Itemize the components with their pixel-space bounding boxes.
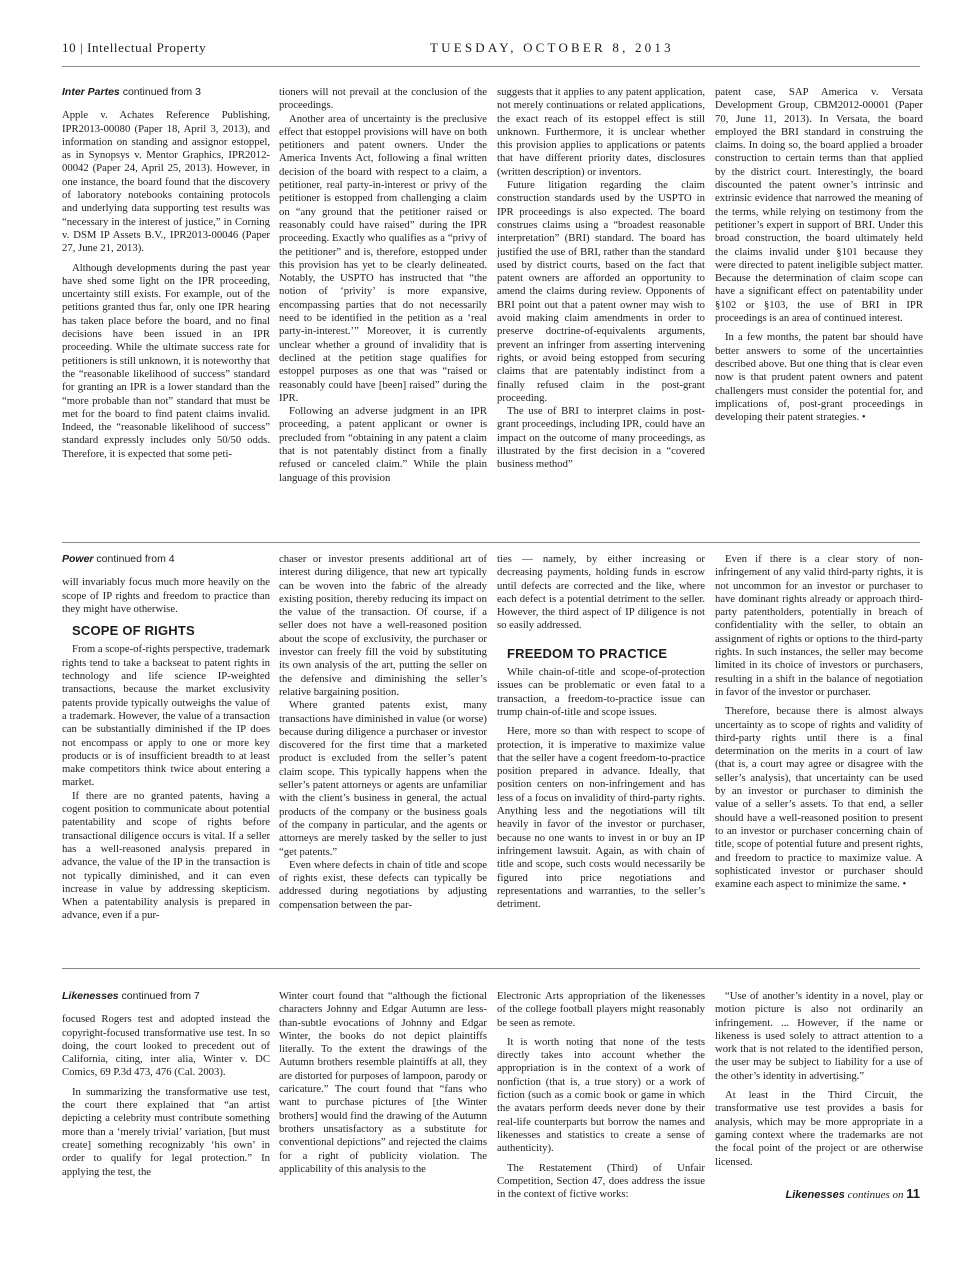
article-column [62,990,270,1179]
continued-label: Likenesses continued from 7 [62,990,200,1002]
paragraph: Winter court found that “although the fictional characters Johnny and Edgar Autumn are less-than-subtle evocations of Johnny and Edgar Winter, the books do not depict plaintiffs literally. To the extent the drawings of the Autumn brothers resemble plaintiffs at all, they are distorted for purposes of lampoon, parody or caricature.” The court found that “fans who want to purchase pictures of [the Winter brothers] would find the drawing of the Autumn brothers unsatisfactory as a substitute for conventional depictions” and rejected the claims for a right of publicity violation. The applicability of this analysis to the [279,990,487,1175]
paragraph: will invariably focus much more heavily on the scope of IP rights and freedom to practice than they might have otherwise. [62,576,270,615]
paragraph: Therefore, because there is almost always uncertainty as to scope of rights and validity of third-party rights until there is a final determination on the merits in a court of law (that is, a court may agree or disagree with the seller’s analysis), that uncertainty can be used by an investor or purchaser to diminish the value of a seller’s assets. To that end, a seller should have a well-reasoned position to present to an investor or purchaser concerning chain of title, scope of potential future and present rights, and freedom to practice to maximize value. A sophisticated investor or purchaser should examine each aspect to minimize the same. • [715,705,923,891]
paragraph: It is worth noting that none of the tests directly takes into account whether the appropriation is in the context of a work of nonfiction (that is, a true story) or a work of fiction (such as a comic book or game in which the avatars perform deeds never done by their real-life counterparts but borrow the names and likenesses and statistics to create a sense of authenticity). [497,1035,705,1155]
subheading: SCOPE OF RIGHTS [72,623,195,639]
article-column [279,86,487,485]
paragraph: In a few months, the patent bar should have better answers to some of the uncertainties described above. But one thing that is clear even now is that prudent patent owners and patent challengers must consider the potential for, and implications of, post-grant proceedings in developing their patent strategies. • [715,331,923,424]
article-column [715,86,923,424]
paragraph: The Restatement (Third) of Unfair Competition, Section 47, does address the issue in the context of fictive works: [497,1161,705,1201]
paragraph: From a scope-of-rights perspective, trademark rights tend to take a backseat to patent rights in technology and life science IP-weighted transactions, because the market exclusivity patents provide typically outweighs the value of a trademark. However, the value of a transaction can be substantially diminished if the IP does not encompass or apply to one or more key products or is of insufficient breadth to at least make competitors think twice about entering a market. [62,643,270,789]
article-column [497,990,705,1201]
header-divider [62,66,920,67]
paragraph: patent case, SAP America v. Versata Development Group, CBM2012-00001 (Paper 70, June 11, 2013). In Versata, the board employed the BRI standard in construing the claims. In doing so, the board applied a broader construction to certain terms than that applied by the district court. Interestingly, the board discounted the patent owner’s intrinsic and extrinsic evidence that narrowed the meaning of the terms, while relying on testimony from the petitioner’s expert in support of BRI. Under this broad construction, the board ultimately held the claims invalid under §101 because they were directed to patent ineligible subject matter. Because the determination of claim scope can have a significant effect on patentability under §102 or §103, the use of BRI in IPR proceedings is an area of continued interest. [715,86,923,325]
article-column [497,86,705,472]
issue-date: TUESDAY, OCTOBER 8, 2013 [430,40,674,55]
article-power [62,553,923,961]
paragraph: The use of BRI to interpret claims in post-grant proceedings, including IPR, could have an impact on the outcome of many proceedings, as illustrated by the first decision in a “covered business method” [497,405,705,471]
paragraph: Even where defects in chain of title and scope of rights exist, these defects can typically be addressed during negotiations by adjusting compensation between the par- [279,858,487,911]
paragraph: If there are no granted patents, having a cogent position to communicate about potential patentability and scope of rights before transactional diligence occurs is vital. If a seller has a well-reasoned analysis prepared in advance, the value of the IP in the transaction is not typically diminished, and it can even increase in value by addressing skepticism. When a patentability analysis is prepared in advance, even if a pur- [62,789,270,922]
page-header [62,40,920,60]
article-column [62,553,270,923]
continued-label: Power continued from 4 [62,553,175,565]
paragraph: At least in the Third Circuit, the transformative use test provides a basis for analysis, which may be more appropriate in a gaming context where the trademarks are not the focal point of the project or are otherwise licensed. [715,1089,923,1168]
paragraph: tioners will not prevail at the conclusion of the proceedings. [279,86,487,112]
section-divider [62,968,920,969]
article-column [279,990,487,1176]
subheading: FREEDOM TO PRACTICE [507,645,668,661]
article-inter-partes [62,86,923,536]
article-column [497,553,705,911]
paragraph: Future litigation regarding the claim construction standards used by the USPTO in IPR proceedings is also expected. The board construes claims using a “broadest reasonable interpretation” (BRI) standard. The board has justified the use of BRI, rather than the standard used by district courts, based on the fact that patent owners are afforded an opportunity to amend the claims during review. Opponents of BRI point out that a patent owner may wish to avoid making claim amendments in order to preserve doctrine-of-equivalents arguments, prevent an infringer from asserting intervening rights, or avoid being estopped from securing claims that are patentably indistinct from a finally refused claim in the post-grant proceeding. [497,179,705,404]
page-number-title: 10 | Intellectual Property [62,40,207,55]
paragraph: “Use of another’s identity in a novel, play or motion picture is also not ordinarily an infringement. ... However, if the name or likeness is used solely to attract attention to a work that is not related to the identified person, the user may be subject to liability for a use of the other’s identity in advertising.” [715,990,923,1082]
section-divider [62,542,920,543]
paragraph: Following an adverse judgment in an IPR proceeding, a patent applicant or owner is precluded from “obtaining in any patent a claim that is not patentably distinct from a finally refused or canceled claim.” While the plain language of this provision [279,405,487,484]
article-column [279,553,487,912]
article-likenesses [62,990,923,1201]
paragraph: focused Rogers test and adopted instead the copyright-focused transformative use test. In so doing, the court looked to precedent out of California, citing, inter alia, Winter v. DC Comics, 69 P.3d 473, 476 (Cal. 2003). [62,1013,270,1079]
paragraph: Here, more so than with respect to scope of protection, it is imperative to maximize value that the seller have a cogent freedom-to-practice position prepared in advance. Ideally, that position centers on non-infringement and has less of a focus on invalidity of third-party rights. Anything less and the negotiations will tilt heavily in favor of the investor or purchaser, because no one wants to invest in or buy an IP infringement lawsuit. Again, as with chain of title and scope, such costs would necessarily be figured into price negotiations and representations and warranties, to the seller’s detriment. [497,725,705,911]
continued-label: Inter Partes continued from 3 [62,86,201,98]
continued-on-link[interactable]: Likenesses continues on 11 [785,1186,920,1201]
article-column [62,86,270,461]
paragraph: While chain-of-title and scope-of-protection issues can be problematic or even fatal to a transaction, a freedom-to-practice issue can trump chain-of-title and scope issues. [497,666,705,718]
paragraph: suggests that it applies to any patent application, not merely continuations or related applications, the exact reach of its estoppel effect is still unknown. Furthermore, it is unclear whether this provision applies to applications or patents that have different priority dates, disclosures (written description) or inventors. [497,86,705,178]
article-column [715,990,923,1169]
paragraph: Electronic Arts appropriation of the likenesses of the college football players might reasonably be seen as remote. [497,990,705,1029]
article-column [715,553,923,891]
paragraph: Another area of uncertainty is the preclusive effect that estoppel provisions will have on both petitioners and patent owners. Under the America Invents Act, following a final written decision of the board with respect to a claim, a petitioner, real party-in-interest or privy of the petitioner is estopped from challenging a claim on “any ground that the petitioner raised or reasonably could have raised” during the IPR proceeding. Exactly who qualifies as a “privy of the petitioner” and is, therefore, estopped under this provision has yet to be clearly delineated. Notably, the USPTO has instructed that “the notion of ‘privity’ is more expansive, encompassing parties that do not necessarily need to be identified in the petition as a ‘real party-in-interest.’” Moreover, it is currently unclear whether a ground of invalidity that is declined at the petition stage qualifies for estoppel purposes as one that was “raised or reasonably could have [been] raised” during the IPR. [279,112,487,404]
paragraph: Where granted patents exist, many transactions have diminished in value (or worse) because during diligence a purchaser or investor discovered for the first time that a marketed product is excluded from the seller’s patent claim scope. This typically happens when the seller’s patent attorneys or agents are unfamiliar with the client’s business in general, the actual products of the company or the business goals of the company in particular, and the agents or attorneys are merely tasked by the seller to just “get patents.” [279,699,487,858]
paragraph: In summarizing the transformative use test, the court there explained that “an artist depicting a celebrity must contribute something more than a ‘merely trivial’ variation, [but must create] something recognizably ‘his own’ in order to qualify for legal protection.” In applying the test, the [62,1085,270,1178]
paragraph: Even if there is a clear story of non-infringement of any valid third-party rights, it is not uncommon for an investor or purchaser to have dominant rights already or approach third-party patentholders, potentially in breach of confidentiality with the seller, to obtain an assignment of rights or options to the third-party rights. In such instances, the seller may become limited in its choice of investors or purchasers, resulting in a shift in the balance of negotiation in favor of the investor or purchaser. [715,553,923,698]
paragraph: ties — namely, by either increasing or decreasing payments, holding funds in escrow until defects are corrected and the like, where each defect is a potential detriment to the seller. However, the third aspect of IP diligence is not so easily addressed. [497,553,705,632]
paragraph: Although developments during the past year have shed some light on the IPR proceeding, uncertainty still exists. For example, out of the petitions granted thus far, only one IPR hearing has taken place before the board, and no final decisions have been issued in an IPR proceeding. While the ultimate success rate for petitioners is still unknown, it is noteworthy that the “reasonable likelihood of success” standard for granting an IPR is a lower standard than the “more probable than not” standard that must be met for the board to find patent claims invalid. Indeed, the “reasonable likelihood of success” standard expressly includes only 50/50 odds. Therefore, it is expected that some peti- [62,261,270,460]
paragraph: Apple v. Achates Reference Publishing, IPR2013-00080 (Paper 18, April 3, 2013), and information on standing and assignor estoppel, as in Synopsys v. Mentor Graphics, IPR2012-00042 (Paper 24, April 25, 2013). However, in one instance, the board found that the discovery of laboratory notebooks containing protocols and underlying data supporting test results was “necessary in the interest of justice,” in Corning v. DSM IP Assets B.V., IPR2013-00046 (Paper 27, June 21, 2013). [62,109,270,255]
paragraph: chaser or investor presents additional art of interest during diligence, that new art typically can be woven into the fabric of the already existing position, thereby reducing its impact on the value of the transaction. Of course, if a seller does not have a well-reasoned position about the scope of exclusivity, the purchaser or investor can freely fill the void by substituting its own analysis of the art, putting the seller on the defensive and diminishing the seller’s relative bargaining position. [279,553,487,698]
